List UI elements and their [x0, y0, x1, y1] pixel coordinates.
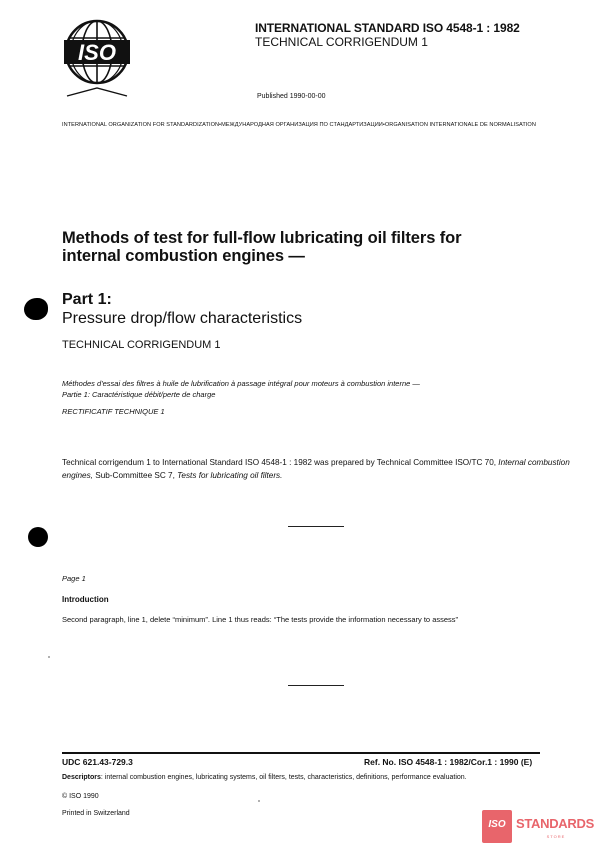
- intro-text-2: Sub-Committee SC 7,: [92, 471, 178, 480]
- reference-number: Ref. No. ISO 4548-1 : 1982/Cor.1 : 1990 (E): [364, 757, 533, 767]
- scan-speck: [48, 656, 50, 658]
- french-title-line-1: Méthodes d'essai des filtres à huile de lubrification à passage intégral pour moteurs à combustion interne —: [62, 379, 420, 388]
- iso-logo-text: ISO: [78, 40, 116, 65]
- part-title: Pressure drop/flow characteristics: [62, 310, 303, 327]
- intro-text-1: Technical corrigendum 1 to International Standard ISO 4548-1 : 1982 was prepared by Technical Committee ISO/TC 70,: [62, 458, 499, 467]
- french-title-line-2: Partie 1: Caractéristique débit/perte de charge: [62, 390, 216, 399]
- section-divider: [288, 526, 344, 527]
- footer-rule: [62, 752, 540, 754]
- page-label: Page 1: [62, 574, 86, 583]
- corrigendum-title: TECHNICAL CORRIGENDUM 1: [255, 35, 428, 49]
- organization-line: INTERNATIONAL ORGANIZATION FOR STANDARDIZATION•МЕЖДУНАРОДНАЯ ОРГАНИЗАЦИЯ ПО СТАНДАРТИЗАЦИИ•ORGANISATION INTERNATIONALE DE NORMALISATION: [62, 122, 536, 128]
- subcommittee-name: Tests for lubricating oil filters.: [177, 471, 283, 480]
- french-rectificatif: RECTIFICATIF TECHNIQUE 1: [62, 407, 165, 416]
- descriptors: [62, 774, 467, 781]
- part-number: Part 1:: [62, 291, 112, 308]
- watermark-text: STANDARDS: [516, 816, 594, 831]
- watermark-logo-text: ISO: [488, 819, 506, 830]
- corrigendum-heading: TECHNICAL CORRIGENDUM 1: [62, 339, 221, 351]
- main-title-line-2: internal combustion engines —: [62, 247, 305, 265]
- iso-standards-store-watermark: [482, 810, 598, 846]
- watermark-subtext: STORE: [546, 834, 566, 839]
- main-title-line-1: Methods of test for full-flow lubricating oil filters for: [62, 229, 462, 247]
- punch-hole-mark: [28, 527, 48, 547]
- section-heading: Introduction: [62, 595, 109, 604]
- punch-hole-mark: [24, 298, 48, 320]
- udc-number: UDC 621.43-729.3: [62, 757, 133, 767]
- committee-name: Internal combustion engines,: [62, 458, 570, 480]
- section-divider: [288, 685, 344, 686]
- iso-logo: [62, 18, 132, 104]
- descriptors-text: : internal combustion engines, lubricating systems, oil filters, tests, characteristics, definitions, performance evaluation.: [100, 774, 467, 781]
- published-date: Published 1990-00-00: [257, 93, 326, 100]
- intro-paragraph: [62, 456, 582, 482]
- correction-text: Second paragraph, line 1, delete “minimum”. Line 1 thus reads: “The tests provide the information necessary to assess”: [62, 615, 459, 624]
- copyright: © ISO 1990: [62, 793, 99, 800]
- descriptors-label: Descriptors: [62, 774, 101, 781]
- watermark-logo-box: [482, 810, 512, 843]
- printed-in: Printed in Switzerland: [62, 810, 130, 817]
- standard-title: INTERNATIONAL STANDARD ISO 4548-1 : 1982: [255, 21, 520, 35]
- scan-speck: [258, 800, 260, 802]
